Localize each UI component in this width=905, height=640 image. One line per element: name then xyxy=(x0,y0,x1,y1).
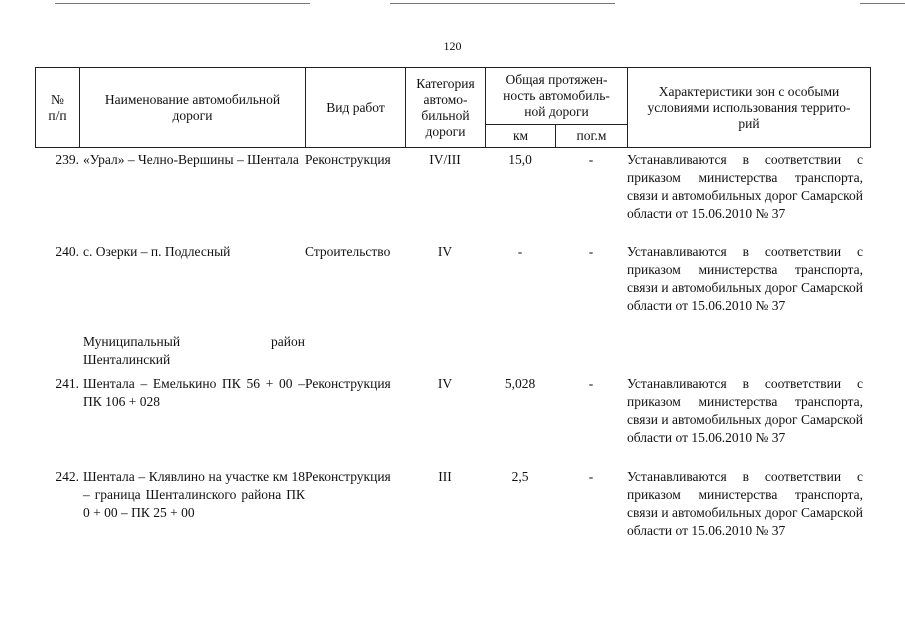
length-pog-m: - xyxy=(588,469,594,484)
length-km: 2,5 xyxy=(511,469,529,484)
row-number: 240. xyxy=(55,244,79,259)
length-km: 5,028 xyxy=(504,376,536,391)
work-type: Реконструкция xyxy=(305,376,391,391)
top-rule-right xyxy=(860,3,905,4)
road-category: IV xyxy=(437,376,453,391)
header-road-name: Наименование автомобильной дороги xyxy=(80,68,306,148)
road-name: Шентала – Емелькино ПК 56 + 00 – ПК 106 + 028 xyxy=(83,376,305,409)
top-rule-left xyxy=(55,3,310,4)
zone-characteristics: Устанавливаются в соответствии с приказом министерства транспорта, связи и автомобильных дорог Самарской области от 15.06.2010 № 37 xyxy=(627,376,863,445)
length-pog-m: - xyxy=(588,244,594,259)
length-pog-m: - xyxy=(588,152,594,167)
road-category: IV/III xyxy=(429,152,461,167)
row-number: 241. xyxy=(55,376,79,391)
zone-characteristics: Устанавливаются в соответствии с приказом министерства транспорта, связи и автомобильных дорог Самарской области от 15.06.2010 № 37 xyxy=(627,152,863,221)
work-type: Реконструкция xyxy=(305,469,391,484)
municipal-district-heading: Муниципальный район Шенталинский xyxy=(83,334,305,367)
road-name: «Урал» – Челно-Вершины – Шентала xyxy=(83,152,299,167)
page-number: 120 xyxy=(443,39,462,53)
length-km: 15,0 xyxy=(508,152,532,167)
length-pog-m: - xyxy=(588,376,594,391)
header-category: Категория автомо- бильной дороги xyxy=(406,68,486,148)
top-rule-middle xyxy=(390,3,615,4)
road-name: Шентала – Клявлино на участке км 18 – граница Шенталинского района ПК 0 + 00 – ПК 25 + 00 xyxy=(83,469,305,520)
work-type: Реконструкция xyxy=(305,152,391,167)
header-zone-characteristics: Характеристики зон с особыми условиями использования террито- рий xyxy=(628,68,871,148)
header-km: км xyxy=(486,124,556,147)
zone-characteristics: Устанавливаются в соответствии с приказом министерства транспорта, связи и автомобильных дорог Самарской области от 15.06.2010 № 37 xyxy=(627,469,863,538)
zone-characteristics: Устанавливаются в соответствии с приказом министерства транспорта, связи и автомобильных дорог Самарской области от 15.06.2010 № 37 xyxy=(627,244,863,313)
table-header xyxy=(35,67,871,148)
header-pog-m: пог.м xyxy=(556,124,628,147)
row-number: 239. xyxy=(55,152,79,167)
length-km: - xyxy=(517,244,523,259)
row-number: 242. xyxy=(55,469,79,484)
road-category: III xyxy=(438,469,452,484)
header-total-length: Общая протяжен- ность автомобиль- ной дороги xyxy=(486,68,628,125)
road-name: с. Озерки – п. Подлесный xyxy=(83,244,231,259)
road-category: IV xyxy=(437,244,453,259)
header-number: № п/п xyxy=(36,68,80,148)
work-type: Строительство xyxy=(305,244,391,259)
header-work-type: Вид работ xyxy=(306,68,406,148)
